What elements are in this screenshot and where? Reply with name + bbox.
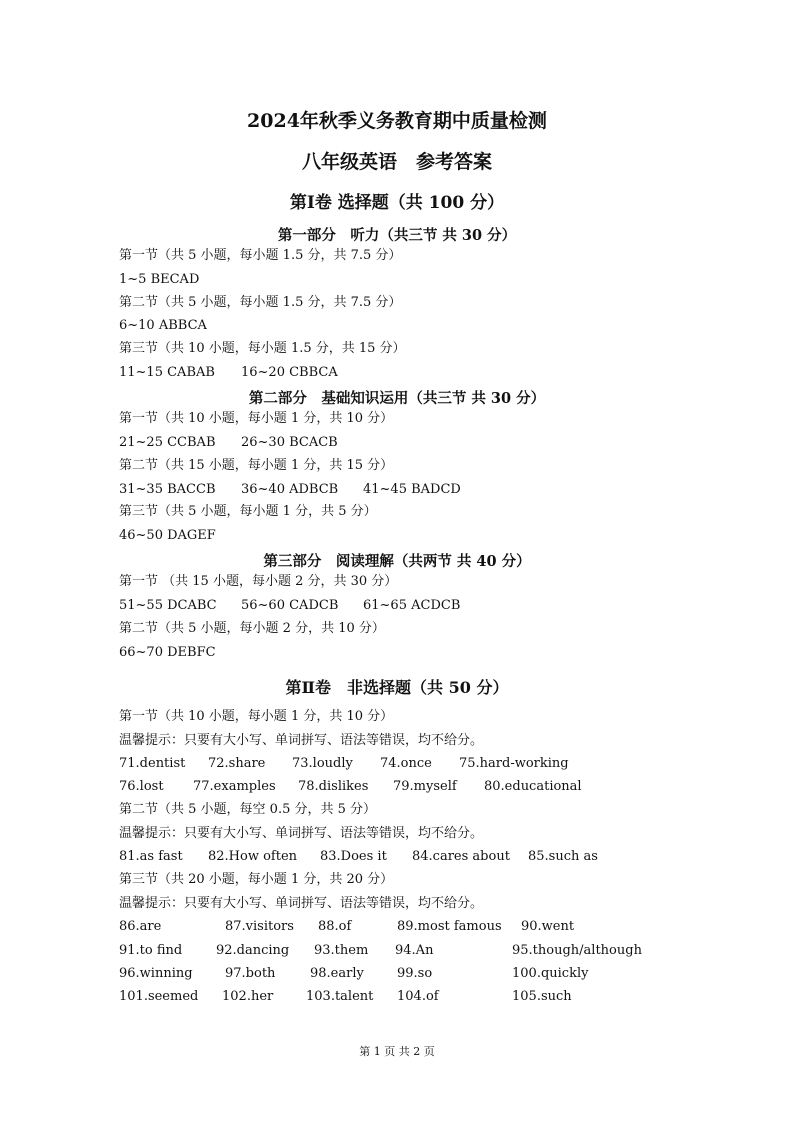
volume-2-heading: 第Ⅱ卷 非选择题（共 50 分） bbox=[285, 678, 509, 697]
answer-item: 73.loudly bbox=[292, 756, 353, 771]
part-2-heading: 第二部分 基础知识运用（共三节 共 30 分） bbox=[248, 390, 546, 407]
section-heading: 第三节（共 10 小题，每小题 1.5 分，共 15 分） bbox=[119, 341, 406, 356]
section-heading: 第二节（共 5 小题，每空 0.5 分，共 5 分） bbox=[119, 802, 377, 817]
answer-item: 74.once bbox=[380, 756, 432, 771]
answer-item: 102.her bbox=[222, 989, 274, 1004]
answer-item: 90.went bbox=[521, 919, 575, 934]
answer-item: 72.share bbox=[208, 756, 266, 771]
answer-item: 84.cares about bbox=[412, 849, 510, 864]
answer-group: 51~55 DCABC bbox=[119, 598, 217, 613]
answer-group: 21~25 CCBAB bbox=[119, 435, 216, 450]
answer-item: 71.dentist bbox=[119, 756, 186, 771]
answer-item: 95.though/although bbox=[512, 943, 642, 958]
answer-group: 26~30 BCACB bbox=[241, 435, 338, 450]
answer-item: 76.lost bbox=[119, 779, 164, 794]
section-heading: 第一节（共 10 小题，每小题 1 分，共 10 分） bbox=[119, 411, 394, 426]
section-heading: 第一节（共 10 小题，每小题 1 分，共 10 分） bbox=[119, 709, 394, 724]
section-heading: 第二节（共 15 小题，每小题 1 分，共 15 分） bbox=[119, 458, 394, 473]
part-1-heading: 第一部分 听力（共三节 共 30 分） bbox=[277, 227, 517, 244]
answer-item: 98.early bbox=[310, 966, 364, 981]
answer-group: 41~45 BADCD bbox=[363, 482, 461, 497]
document-subtitle: 八年级英语 参考答案 bbox=[301, 151, 492, 173]
answer-item: 105.such bbox=[512, 989, 572, 1004]
section-heading: 第三节（共 5 小题，每小题 1 分，共 5 分） bbox=[119, 504, 377, 519]
section-heading: 第二节（共 5 小题，每小题 2 分，共 10 分） bbox=[119, 621, 385, 636]
answer-item: 78.dislikes bbox=[298, 779, 369, 794]
answer-item: 88.of bbox=[318, 919, 352, 934]
answer-item: 77.examples bbox=[193, 779, 276, 794]
answer-item: 75.hard-working bbox=[459, 756, 569, 771]
answer-item: 81.as fast bbox=[119, 849, 183, 864]
answer-item: 97.both bbox=[225, 966, 276, 981]
answer-item: 91.to find bbox=[119, 943, 183, 958]
answer-group: 11~15 CABAB bbox=[119, 365, 215, 380]
answer-line: 6~10 ABBCA bbox=[119, 318, 207, 333]
page-number: 第 1 页 共 2 页 bbox=[359, 1045, 435, 1058]
tip-text: 温馨提示：只要有大小写、单词拼写、语法等错误，均不给分。 bbox=[119, 826, 484, 841]
answer-group: 16~20 CBBCA bbox=[241, 365, 338, 380]
answer-item: 96.winning bbox=[119, 966, 193, 981]
answer-group: 61~65 ACDCB bbox=[363, 598, 461, 613]
answer-line: 66~70 DEBFC bbox=[119, 645, 216, 660]
tip-text: 温馨提示：只要有大小写、单词拼写、语法等错误，均不给分。 bbox=[119, 896, 484, 911]
part-3-heading: 第三部分 阅读理解（共两节 共 40 分） bbox=[263, 553, 531, 570]
answer-item: 79.myself bbox=[393, 779, 457, 794]
answer-group: 31~35 BACCB bbox=[119, 482, 216, 497]
answer-item: 86.are bbox=[119, 919, 162, 934]
volume-1-heading: 第Ⅰ卷 选择题（共 100 分） bbox=[289, 193, 505, 213]
answer-item: 99.so bbox=[397, 966, 433, 981]
answer-item: 101.seemed bbox=[119, 989, 199, 1004]
answer-group: 36~40 ADBCB bbox=[241, 482, 339, 497]
answer-group: 56~60 CADCB bbox=[241, 598, 339, 613]
section-heading: 第三节（共 20 小题，每小题 1 分，共 20 分） bbox=[119, 872, 394, 887]
answer-item: 93.them bbox=[314, 943, 369, 958]
answer-line: 1~5 BECAD bbox=[119, 272, 200, 287]
document-title: 2024年秋季义务教育期中质量检测 bbox=[247, 110, 547, 132]
answer-item: 82.How often bbox=[208, 849, 298, 864]
answer-item: 87.visitors bbox=[225, 919, 294, 934]
answer-item: 92.dancing bbox=[216, 943, 290, 958]
section-heading: 第一节（共 5 小题，每小题 1.5 分，共 7.5 分） bbox=[119, 248, 402, 263]
answer-item: 104.of bbox=[397, 989, 439, 1004]
answer-item: 80.educational bbox=[484, 779, 582, 794]
answer-line: 46~50 DAGEF bbox=[119, 528, 216, 543]
answer-item: 83.Does it bbox=[320, 849, 387, 864]
answer-item: 94.An bbox=[395, 943, 434, 958]
section-heading: 第二节（共 5 小题，每小题 1.5 分，共 7.5 分） bbox=[119, 295, 402, 310]
answer-item: 103.talent bbox=[306, 989, 374, 1004]
section-heading: 第一节 （共 15 小题，每小题 2 分，共 30 分） bbox=[119, 574, 398, 589]
answer-item: 100.quickly bbox=[512, 966, 589, 981]
tip-text: 温馨提示：只要有大小写、单词拼写、语法等错误，均不给分。 bbox=[119, 733, 484, 748]
answer-item: 89.most famous bbox=[397, 919, 502, 934]
answer-item: 85.such as bbox=[528, 849, 598, 864]
